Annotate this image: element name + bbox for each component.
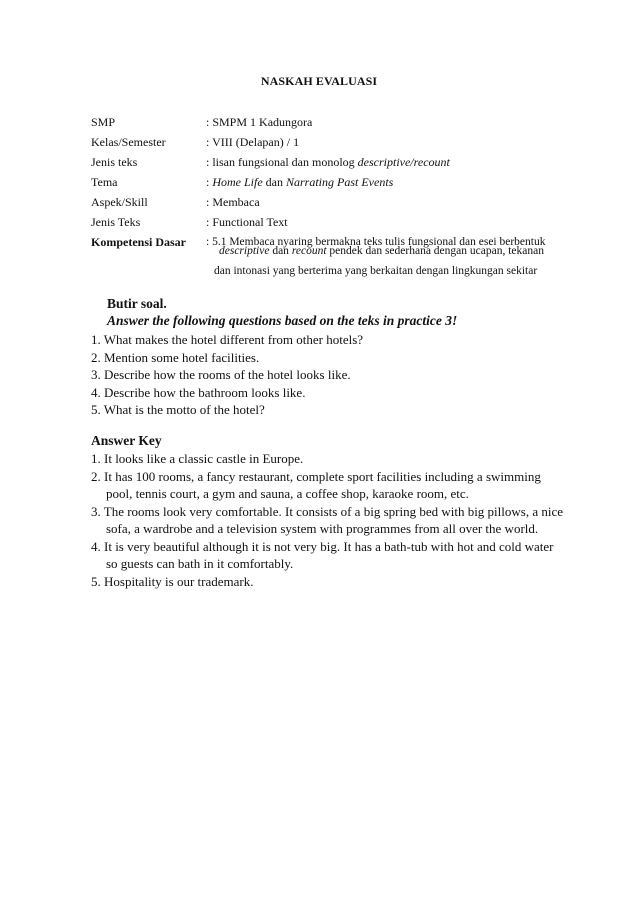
meta-label: Tema bbox=[91, 175, 118, 189]
meta-row-jenis-teks bbox=[91, 154, 591, 174]
meta-value-text: : lisan fungsional dan monolog bbox=[206, 155, 358, 169]
meta-row-jenis-teks-2 bbox=[91, 214, 591, 234]
answer-line: 1. It looks like a classic castle in Europe. bbox=[91, 451, 304, 466]
kd-italic: descriptive bbox=[219, 245, 270, 257]
metadata-table bbox=[91, 114, 591, 254]
answer-line: 5. Hospitality is our trademark. bbox=[91, 573, 254, 589]
question-item: 2. Mention some hotel facilities. bbox=[91, 349, 260, 365]
answer-key-heading: Answer Key bbox=[91, 433, 162, 448]
meta-row-smp bbox=[91, 114, 591, 134]
question-item: 1. What makes the hotel different from other hotels? bbox=[91, 332, 364, 347]
kompetensi-dasar-line-2 bbox=[219, 245, 544, 257]
meta-value: : Membaca bbox=[206, 195, 260, 209]
meta-value-italic: Home Life bbox=[212, 175, 263, 189]
meta-row-kelas-semester bbox=[91, 134, 591, 154]
answer-key-list bbox=[91, 450, 571, 590]
meta-label: Aspek/Skill bbox=[91, 195, 148, 209]
butir-soal-instruction: Answer the following questions based on the teks in practice 3! bbox=[107, 313, 458, 328]
meta-label: Jenis Teks bbox=[91, 215, 141, 229]
butir-soal-heading: Butir soal. bbox=[107, 296, 167, 311]
meta-value: : VIII (Delapan) / 1 bbox=[206, 135, 300, 149]
answer-line: so guests can bath in it comfortably. bbox=[106, 556, 294, 571]
meta-label: Jenis teks bbox=[91, 155, 138, 169]
meta-label: Kelas/Semester bbox=[91, 135, 166, 149]
meta-value bbox=[206, 174, 393, 190]
meta-value-text: dan bbox=[262, 175, 286, 189]
answer-line: 2. It has 100 rooms, a fancy restaurant, complete sport facilities including a swimming bbox=[91, 468, 541, 484]
meta-row-aspek-skill bbox=[91, 194, 591, 214]
answer-line: 4. It is very beautiful although it is not very big. It has a bath-tub with hot and cold water bbox=[91, 538, 554, 554]
answer-line: pool, tennis court, a gym and sauna, a coffee shop, karaoke room, etc. bbox=[106, 486, 469, 501]
answer-line: sofa, a wardrobe and a television system with programmes from all over the world. bbox=[106, 521, 539, 536]
meta-value bbox=[206, 154, 450, 170]
answer-line: 3. The rooms look very comfortable. It consists of a big spring bed with big pillows, a nice bbox=[91, 503, 564, 519]
kd-italic: recount bbox=[291, 245, 327, 257]
kd-text: dan bbox=[269, 245, 292, 257]
meta-value-italic: descriptive/recount bbox=[357, 155, 450, 169]
question-item: 5. What is the motto of the hotel? bbox=[91, 402, 265, 417]
meta-value: : Functional Text bbox=[206, 215, 288, 229]
question-list bbox=[91, 331, 571, 419]
meta-value: : SMPM 1 Kadungora bbox=[206, 115, 313, 129]
question-item: 4. Describe how the bathroom looks like. bbox=[91, 384, 306, 400]
meta-label: Kompetensi Dasar bbox=[91, 235, 186, 249]
question-item: 3. Describe how the rooms of the hotel looks like. bbox=[91, 367, 351, 382]
meta-value-text: : bbox=[206, 175, 213, 189]
meta-value: : 5.1 Membaca nyaring bermakna teks tulis fungsional dan esei berbentuk bbox=[206, 236, 546, 248]
meta-label: SMP bbox=[91, 115, 116, 129]
meta-row-tema bbox=[91, 174, 591, 194]
document-title: NASKAH EVALUASI bbox=[260, 74, 378, 88]
meta-value-italic: Narrating Past Events bbox=[286, 175, 394, 189]
kompetensi-dasar-line-3: dan intonasi yang berterima yang berkaitan dengan lingkungan sekitar bbox=[214, 265, 538, 277]
kd-text: pendek dan sederhana dengan ucapan, tekanan bbox=[326, 245, 544, 257]
